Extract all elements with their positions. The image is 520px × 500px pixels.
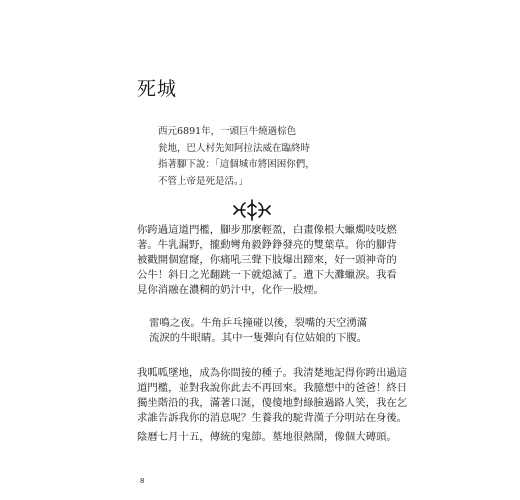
paragraph-line: 著。牛乳漏野，攏動彎角毅錚錚發亮的雙葉草。你的腳背 [137,239,397,251]
paragraph-line: 我呱呱墜地，成為你間接的種子。我清楚地記得你跨出過這 [137,367,408,379]
paragraph-line: 獨坐階沿的我，滿著口涎，傻傻地對綠臉過路人笑，我在乞 [137,397,408,409]
epigraph-line: 不管上帝是死是活。」 [158,175,249,187]
paragraph-line: 雷鳴之夜。牛角乒乓撞碰以後，裂嘴的天空湧滿 [149,317,368,329]
section-divider-ornament-icon [232,199,272,221]
paragraph-4 [137,430,397,445]
paragraph-line: 被戳開個窟窿，你痛吼三聲下肢爆出蹄來，好一頭神奇的 [137,254,397,266]
paragraph-line: 道門檻，並對我說你此去不再回來。我臆想中的爸爸！終日 [137,382,408,394]
chapter-title: 死城 [137,78,178,100]
epigraph [158,124,378,190]
paragraph-3 [137,366,408,426]
epigraph-line: 西元6891年，一頭巨牛燒過棕色 [158,126,297,137]
paragraph-1 [137,223,397,298]
paragraph-line: 陰曆七月十五，傳統的鬼節。墓地很熱鬧，像個大磚頭。 [137,431,397,443]
epigraph-line: 指著腳下說：「這個城市將困困你們， [158,159,315,170]
paragraph-line: 公牛！斜日之光翻跳一下就熄滅了。遺下大灘蠟淚。我看 [137,269,397,281]
page-number: 8 [140,477,145,485]
epigraph-line: 瓮地，巴人村先知阿拉法威在臨終時 [158,142,311,154]
paragraph-line: 你跨過這道門檻，腳步那麼輕盈，白畫像根大蠟燭吱吱燃 [137,224,397,236]
paragraph-line: 求誰告訴我你的消息呢？生養我的駝背漢子分明站在身後。 [137,412,408,424]
paragraph-line: 見你消融在濃稠的奶汁中，化作一股煙。 [137,284,325,296]
paragraph-line: 流淚的牛眼睛。其中一隻彈向有位姑娘的下腹。 [149,332,368,344]
paragraph-2-indented [149,316,382,346]
